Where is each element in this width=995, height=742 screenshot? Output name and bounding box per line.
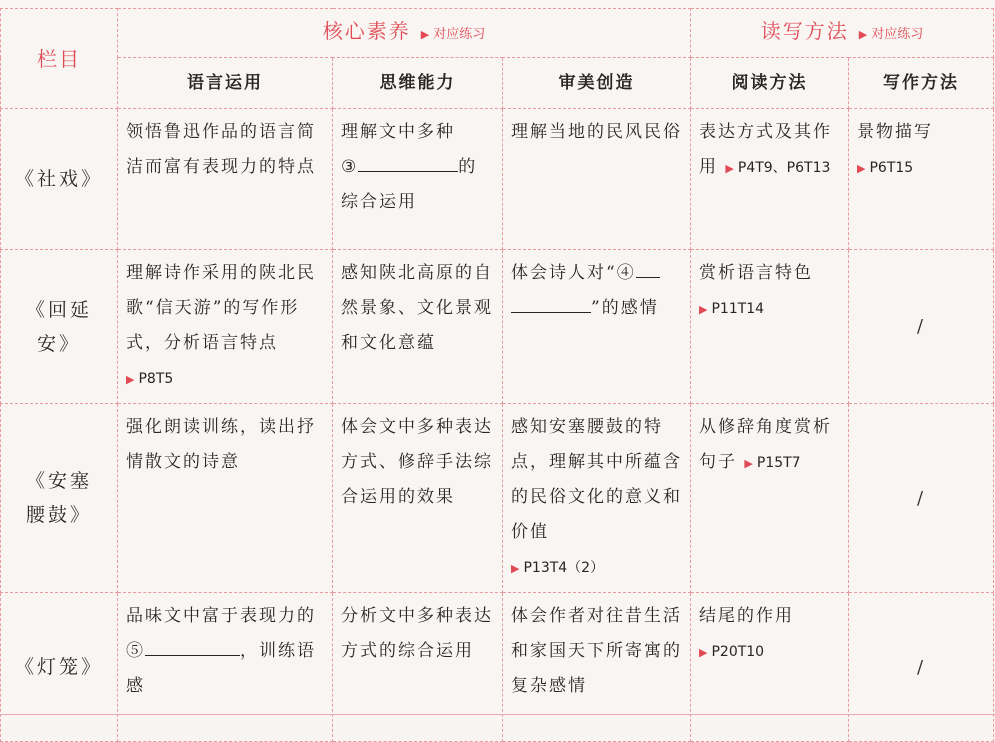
lesson-title: 《安塞 腰鼓》 bbox=[1, 404, 118, 593]
writing-cell-empty: / bbox=[849, 404, 994, 593]
column-label-header: 栏目 bbox=[1, 9, 118, 109]
writing-cell: 景物描写 ▶ P6T15 bbox=[849, 109, 994, 250]
aesthetic-cell: 体会诗人对“④ ”的感情 bbox=[503, 250, 691, 404]
subheader-reading: 阅读方法 bbox=[691, 58, 849, 109]
thinking-cell: 体会文中多种表达方式、修辞手法综合运用的效果 bbox=[333, 404, 503, 593]
practice-tag-label: 对应练习 bbox=[433, 27, 486, 42]
practice-ref-link[interactable]: ▶ P15T7 bbox=[744, 455, 801, 471]
header-row-groups bbox=[1, 9, 994, 58]
core-practice-link[interactable] bbox=[421, 27, 485, 42]
triangle-icon: ▶ bbox=[699, 303, 708, 316]
language-cell: 强化朗读训练，读出抒情散文的诗意 bbox=[118, 404, 333, 593]
triangle-icon: ▶ bbox=[744, 457, 753, 470]
reading-cell: 表达方式及其作用 ▶ P4T9、P6T13 bbox=[691, 109, 849, 250]
overview-table bbox=[0, 8, 994, 742]
triangle-icon: ▶ bbox=[420, 28, 430, 41]
triangle-icon: ▶ bbox=[699, 646, 708, 659]
language-cell: 理解诗作采用的陕北民歌“信天游”的写作形式，分析语言特点 ▶ P8T5 bbox=[118, 250, 333, 404]
thinking-cell: 分析文中多种表达方式的综合运用 bbox=[333, 593, 503, 742]
fill-blank-continued[interactable] bbox=[511, 292, 591, 313]
practice-tag-label: 对应练习 bbox=[871, 27, 924, 42]
reading-cell: 从修辞角度赏析句子 ▶ P15T7 bbox=[691, 404, 849, 593]
thinking-cell: 感知陕北高原的自然景象、文化景观和文化意蕴 bbox=[333, 250, 503, 404]
triangle-icon: ▶ bbox=[858, 28, 868, 41]
reading-cell: 赏析语言特色 ▶ P11T14 bbox=[691, 250, 849, 404]
practice-ref-link[interactable]: ▶ P4T9、P6T13 bbox=[725, 160, 831, 176]
subheader-language: 语言运用 bbox=[118, 58, 333, 109]
fill-blank[interactable] bbox=[358, 151, 458, 172]
fill-blank[interactable] bbox=[145, 635, 240, 656]
page-bottom-rule bbox=[0, 714, 995, 715]
table-row bbox=[1, 109, 994, 250]
triangle-icon: ▶ bbox=[511, 562, 520, 575]
rw-method-title: 读写方法 bbox=[760, 19, 849, 43]
practice-ref-link[interactable]: ▶ P8T5 bbox=[126, 371, 174, 387]
lesson-title: 《灯笼》 bbox=[1, 593, 118, 742]
language-cell: 领悟鲁迅作品的语言简洁而富有表现力的特点 bbox=[118, 109, 333, 250]
writing-cell-empty: / bbox=[849, 593, 994, 742]
rw-practice-link[interactable] bbox=[859, 27, 923, 42]
subheader-aesthetic: 审美创造 bbox=[503, 58, 691, 109]
fill-blank[interactable] bbox=[636, 257, 660, 278]
table-row bbox=[1, 250, 994, 404]
practice-ref-link[interactable]: ▶ P20T10 bbox=[699, 644, 765, 660]
subheader-writing: 写作方法 bbox=[849, 58, 994, 109]
header-row-subcolumns bbox=[1, 58, 994, 109]
triangle-icon: ▶ bbox=[126, 373, 135, 386]
practice-ref-link[interactable]: ▶ P6T15 bbox=[857, 160, 914, 176]
core-literacy-title: 核心素养 bbox=[322, 19, 411, 43]
thinking-cell: 理解文中多种 ③ 的综合运用 bbox=[333, 109, 503, 250]
practice-ref-link[interactable]: ▶ P13T4（2） bbox=[511, 560, 605, 576]
practice-ref-link[interactable]: ▶ P11T14 bbox=[699, 301, 765, 317]
lesson-title: 《回延 安》 bbox=[1, 250, 118, 404]
aesthetic-cell: 理解当地的民风民俗 bbox=[503, 109, 691, 250]
reading-cell: 结尾的作用 ▶ P20T10 bbox=[691, 593, 849, 742]
triangle-icon: ▶ bbox=[857, 162, 866, 175]
lesson-title: 《社戏》 bbox=[1, 109, 118, 250]
language-cell: 品味文中富于表现力的⑤ ，训练语感 bbox=[118, 593, 333, 742]
triangle-icon: ▶ bbox=[725, 162, 734, 175]
core-literacy-group-header bbox=[118, 9, 691, 58]
table-row bbox=[1, 593, 994, 742]
rw-method-group-header bbox=[691, 9, 994, 58]
subheader-thinking: 思维能力 bbox=[333, 58, 503, 109]
aesthetic-cell: 体会作者对往昔生活和家国天下所寄寓的复杂感情 bbox=[503, 593, 691, 742]
aesthetic-cell: 感知安塞腰鼓的特点，理解其中所蕴含的民俗文化的意义和价值 ▶ P13T4（2） bbox=[503, 404, 691, 593]
writing-cell-empty: / bbox=[849, 250, 994, 404]
table-row bbox=[1, 404, 994, 593]
